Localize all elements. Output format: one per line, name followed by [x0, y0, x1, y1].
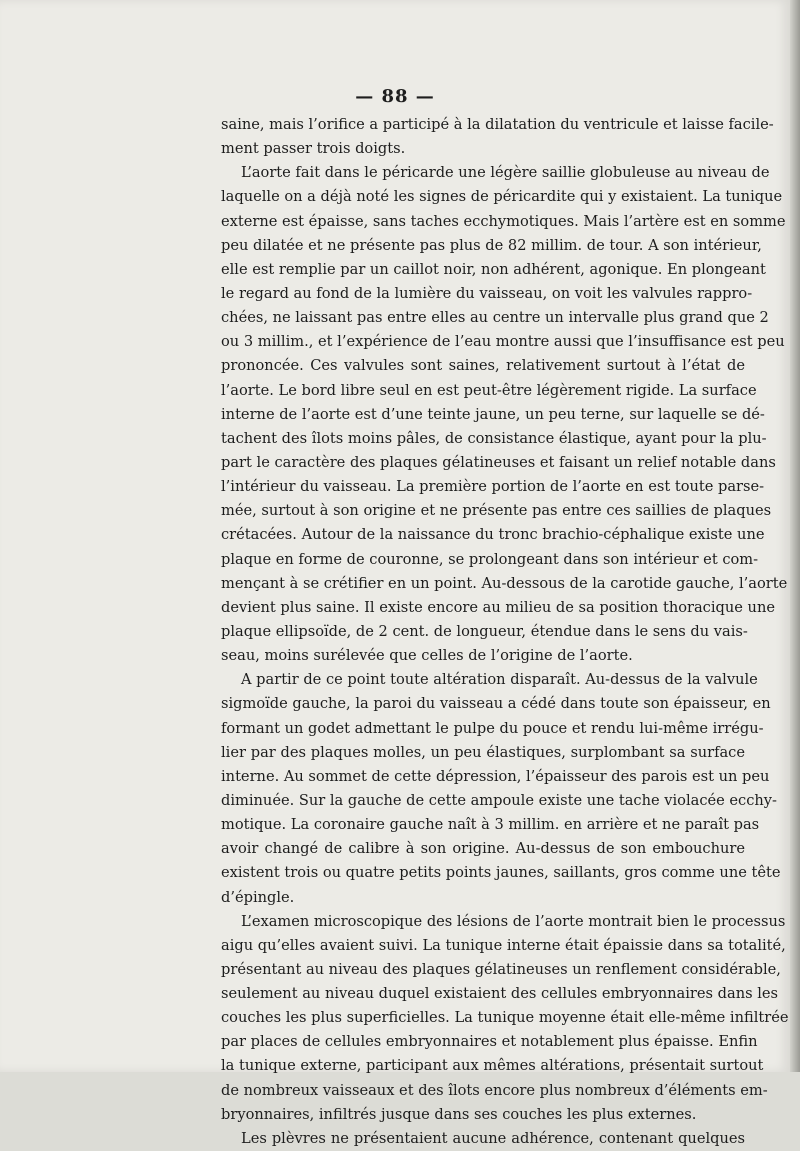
text-line: elle est remplie par un caillot noir, non adhérent, agonique. En plongeant: [221, 260, 766, 278]
text-line: le regard au fond de la lumière du vaisseau, on voit les valvules rappro-: [221, 284, 753, 302]
text-line: avoir changé de calibre à son origine. Au-dessus de son embouchure: [221, 840, 745, 858]
text-line: ou 3 millim., et l’expérience de l’eau montre aussi que l’insuffisance est peu: [221, 333, 785, 351]
text-line: part le caractère des plaques gélatineuses et faisant un relief notable dans: [221, 453, 776, 471]
text-line: ment passer trois doigts.: [221, 140, 406, 158]
text-line: devient plus saine. Il existe encore au milieu de sa position thoracique une: [221, 598, 775, 616]
text-line: saine, mais l’orifice a participé à la dilatation du ventricule et laisse facile-: [221, 116, 774, 133]
page-number: — 88 —: [355, 86, 435, 107]
text-line: Les plèvres ne présentaient aucune adhérence, contenant quelques: [241, 1129, 745, 1147]
text-line: formant un godet admettant le pulpe du pouce et rendu lui-même irrégu-: [221, 719, 764, 737]
text-line: l’aorte. Le bord libre seul en est peut-être légèrement rigide. La surface: [221, 381, 757, 399]
text-line: sigmoïde gauche, la paroi du vaisseau a cédé dans toute son épaisseur, en: [221, 695, 771, 713]
text-line: plaque ellipsoïde, de 2 cent. de longueur, étendue dans le sens du vais-: [221, 622, 748, 640]
text-line: de nombreux vaisseaux et des îlots encore plus nombreux d’éléments em-: [221, 1081, 768, 1099]
text-line: aigu qu’elles avaient suivi. La tunique interne était épaissie dans sa totalité,: [221, 936, 786, 954]
text-line: diminuée. Sur la gauche de cette ampoule existe une tache violacée ecchy-: [221, 791, 777, 809]
text-line: d’épingle.: [221, 888, 295, 906]
text-line: chées, ne laissant pas entre elles au centre un intervalle plus grand que 2: [221, 309, 769, 327]
text-line: prononcée. Ces valvules sont saines, relativement surtout à l’état de: [221, 357, 745, 375]
text-line: laquelle on a déjà noté les signes de péricardite qui y existaient. La tunique: [221, 188, 783, 206]
text-line: plaque en forme de couronne, se prolongeant dans son intérieur et com-: [221, 550, 759, 568]
text-line: seau, moins surélevée que celles de l’origine de l’aorte.: [221, 647, 633, 665]
text-line: L’aorte fait dans le péricarde une légère saillie globuleuse au niveau de: [241, 164, 770, 182]
text-line: motique. La coronaire gauche naît à 3 millim. en arrière et ne paraît pas: [221, 816, 760, 834]
text-line: interne de l’aorte est d’une teinte jaune, un peu terne, sur laquelle se dé-: [221, 405, 765, 423]
text-line: couches les plus superficielles. La tunique moyenne était elle-même infiltrée: [221, 1009, 789, 1027]
text-line: mée, surtout à son origine et ne présente pas entre ces saillies de plaques: [221, 502, 772, 520]
text-line: par places de cellules embryonnaires et notablement plus épaisse. Enfin: [221, 1033, 758, 1051]
text-line: tachent des îlots moins pâles, de consistance élastique, ayant pour la plu-: [221, 429, 767, 447]
page-edge: [790, 0, 800, 1072]
text-line: interne. Au sommet de cette dépression, l’épaisseur des parois est un peu: [221, 767, 770, 785]
text-line: externe est épaisse, sans taches ecchymotiques. Mais l’artère est en somme: [221, 212, 786, 230]
text-line: peu dilatée et ne présente pas plus de 82 millim. de tour. A son intérieur,: [221, 236, 762, 254]
text-line: crétacées. Autour de la naissance du tronc brachio-céphalique existe une: [221, 526, 765, 544]
text-line: L’examen microscopique des lésions de l’aorte montrait bien le processus: [241, 912, 786, 930]
text-line: l’intérieur du vaisseau. La première portion de l’aorte en est toute parse-: [221, 478, 765, 496]
text-line: lier par des plaques molles, un peu élastiques, surplombant sa surface: [221, 743, 745, 761]
body-text: [221, 113, 789, 1151]
text-line: la tunique externe, participant aux mêmes altérations, présentait surtout: [221, 1057, 764, 1075]
text-line: bryonnaires, infiltrés jusque dans ses couches les plus externes.: [221, 1105, 697, 1123]
text-line: seulement au niveau duquel existaient des cellules embryonnaires dans les: [221, 985, 779, 1003]
text-line: présentant au niveau des plaques gélatineuses un renflement considérable,: [221, 960, 781, 978]
text-line: A partir de ce point toute altération disparaît. Au-dessus de la valvule: [241, 671, 758, 689]
text-line: mençant à se crétifier en un point. Au-dessous de la carotide gauche, l’aorte: [221, 574, 788, 592]
text-line: existent trois ou quatre petits points jaunes, saillants, gros comme une tête: [221, 864, 781, 882]
